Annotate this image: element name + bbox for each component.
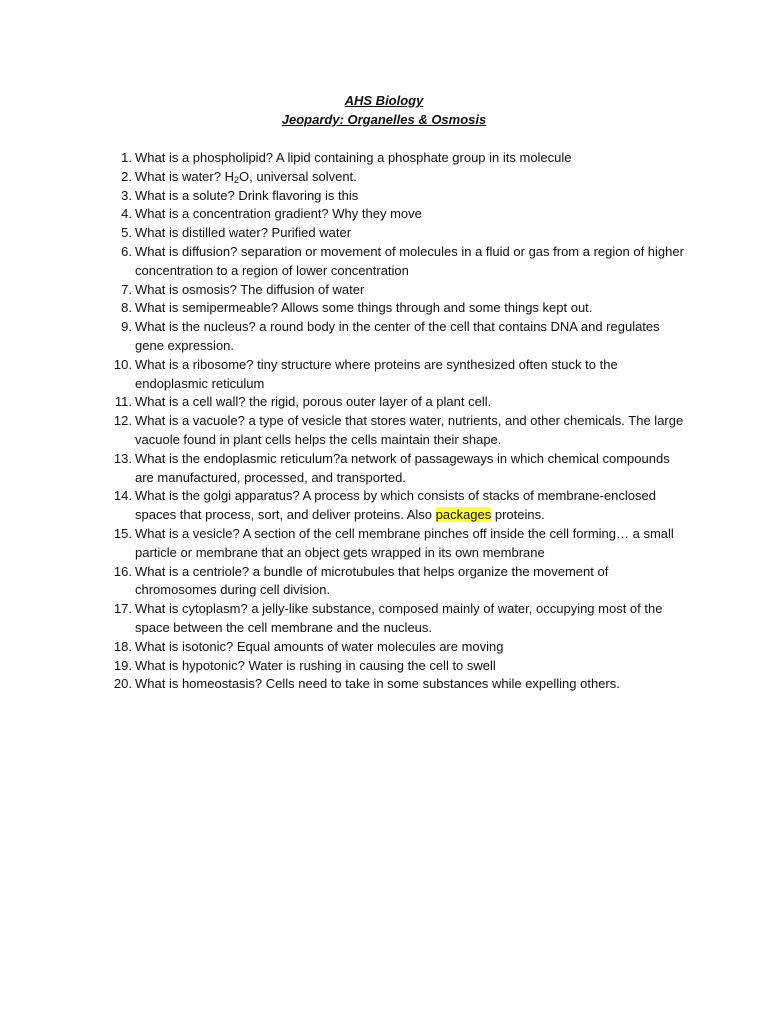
question-item [108, 168, 688, 187]
document-subtitle: Jeopardy: Organelles & Osmosis [281, 112, 487, 127]
question-item [108, 393, 688, 412]
question-item [108, 243, 688, 281]
question-number: 18. [113, 638, 132, 654]
question-text [135, 168, 688, 187]
question-text: What is diffusion? separation or movement of molecules in a fluid or gas from a region of higher concentration to a region of lower concentration [135, 243, 684, 278]
question-item [108, 356, 688, 394]
question-number: 17. [113, 601, 132, 617]
question-item [108, 600, 688, 638]
question-number: 13. [113, 450, 132, 466]
question-text: What is the nucleus? a round body in the center of the cell that contains DNA and regulates gene expression. [135, 319, 660, 353]
question-text: What is a concentration gradient? Why they move [135, 206, 422, 222]
question-number: 2. [121, 168, 132, 184]
question-item [108, 675, 688, 694]
question-number: 1. [121, 150, 132, 165]
question-number: 15. [113, 525, 132, 541]
question-text-part: proteins. [491, 507, 545, 523]
subscript-text: 2 [233, 174, 239, 185]
question-text: What is distilled water? Purified water [135, 225, 352, 241]
question-item [108, 281, 688, 300]
question-item [108, 224, 688, 243]
question-number: 9. [121, 319, 132, 335]
question-text-part: O, universal solvent. [239, 168, 357, 184]
question-text: What is a solute? Drink flavoring is this [135, 187, 359, 203]
question-number: 10. [113, 356, 132, 372]
question-text: What is a cell wall? the rigid, porous outer layer of a plant cell. [135, 394, 492, 410]
question-number: 3. [121, 187, 132, 203]
question-number: 5. [121, 225, 132, 241]
question-number: 14. [113, 488, 132, 504]
question-item [108, 149, 688, 168]
question-text: What is hypotonic? Water is rushing in causing the cell to swell [135, 657, 496, 673]
question-number: 12. [113, 413, 132, 429]
question-text-part: What is water? H [135, 168, 234, 184]
question-item [108, 299, 688, 318]
question-text: What is isotonic? Equal amounts of water molecules are moving [135, 638, 504, 654]
question-text: What is a phospholipid? A lipid containing a phosphate group in its molecule [135, 150, 572, 165]
question-text: What is a ribosome? tiny structure where proteins are synthesized often stuck to the endoplasmic reticulum [135, 356, 618, 391]
highlighted-word: packages [435, 507, 492, 523]
question-number: 8. [121, 300, 132, 316]
question-number: 4. [121, 206, 132, 222]
question-text: What is cytoplasm? a jelly-like substance, composed mainly of water, occupying most of the space between the cell membrane and the nucleus. [135, 601, 663, 635]
question-number: 20. [113, 676, 132, 692]
question-text [135, 487, 688, 525]
question-text: What is osmosis? The diffusion of water [135, 281, 365, 297]
question-item [108, 412, 688, 450]
question-text: What is the endoplasmic reticulum?a network of passageways in which chemical compounds are manufactured, processed, and transported. [135, 450, 670, 485]
question-item [108, 525, 688, 563]
question-item [108, 487, 688, 525]
question-item [108, 205, 688, 224]
question-number: 16. [113, 563, 132, 579]
question-list [108, 149, 688, 694]
question-number: 6. [121, 243, 132, 259]
question-number: 11. [114, 394, 132, 410]
question-item [108, 638, 688, 657]
question-number: 19. [113, 657, 132, 673]
question-text: What is a vacuole? a type of vesicle that stores water, nutrients, and other chemicals. The large vacuole found in plant cells helps the cells maintain their shape. [135, 413, 684, 447]
question-text: What is homeostasis? Cells need to take in some substances while expelling others. [135, 676, 620, 692]
question-number: 7. [121, 281, 132, 297]
question-item [108, 318, 688, 356]
question-text: What is semipermeable? Allows some things through and some things kept out. [135, 300, 593, 316]
document-title: AHS Biology [344, 93, 424, 108]
question-item [108, 657, 688, 676]
question-text: What is a centriole? a bundle of microtubules that helps organize the movement of chromosomes during cell division. [135, 563, 609, 598]
question-item [108, 187, 688, 206]
question-item [108, 563, 688, 601]
question-text: What is a vesicle? A section of the cell membrane pinches off inside the cell forming… a small particle or membrane that an object gets wrapped in its own membrane [135, 525, 674, 560]
question-text-part: What is the golgi apparatus? A process by which consists of stacks of membrane-enclosed spaces that process, sort, and deliver proteins. Also [135, 488, 656, 523]
question-item [108, 450, 688, 488]
